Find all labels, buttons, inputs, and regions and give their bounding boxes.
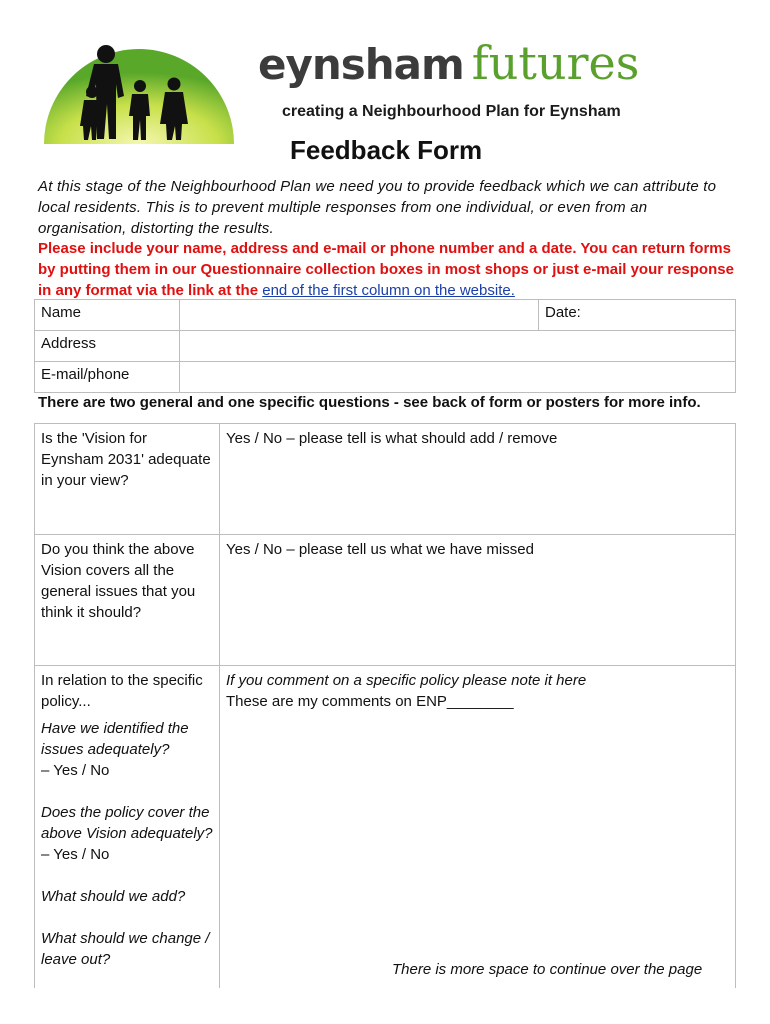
email-phone-label: E-mail/phone <box>35 362 180 393</box>
page-title: Feedback Form <box>290 135 483 165</box>
answer-1-field[interactable] <box>220 424 736 535</box>
answer-3-note: If you comment on a specific policy please note it here <box>226 672 587 689</box>
question-1: Is the 'Vision for Eynsham 2031' adequate in your view? <box>35 424 220 535</box>
question-3-sub-3: What should we add? <box>41 888 186 905</box>
question-3-sub-2: Does the policy cover the above Vision adequately? <box>41 804 213 842</box>
question-row <box>35 424 736 535</box>
logo <box>36 34 242 144</box>
question-3: In relation to the specific policy... <box>41 672 203 710</box>
answer-2-field[interactable] <box>220 535 736 666</box>
questions-intro: There are two general and one specific questions - see back of form or posters for more info. <box>38 394 701 411</box>
question-row <box>35 666 736 989</box>
question-3-sub-1: Have we identified the issues adequately? <box>41 720 189 758</box>
address-field[interactable] <box>180 331 736 362</box>
contact-details-table <box>34 299 736 393</box>
brand-name-part2: futures <box>471 36 640 90</box>
answer-3-prompt: These are my comments on ENP________ <box>226 693 514 710</box>
answer-2-prompt: Yes / No – please tell us what we have missed <box>226 541 534 558</box>
question-3-sub-1-answer: – Yes / No <box>41 762 110 779</box>
brand-logo <box>258 36 639 96</box>
date-label: Date: <box>545 304 581 321</box>
question-row <box>35 535 736 666</box>
questions-table <box>34 423 736 988</box>
question-3-cell <box>35 666 220 989</box>
question-2: Do you think the above Vision covers all the general issues that you think it should? <box>35 535 220 666</box>
continue-note: There is more space to continue over the page <box>392 961 703 978</box>
notice-text <box>38 238 738 301</box>
address-label: Address <box>35 331 180 362</box>
answer-3-field[interactable] <box>220 666 736 989</box>
intro-text: At this stage of the Neighbourhood Plan we need you to provide feedback which we can attribute to local residents. This is to prevent multiple responses from one individual, or even from an organisation, distorting the results. <box>38 178 717 237</box>
notice-body: Please include your name, address and e-mail or phone number and a date. You can return forms by putting them in our Questionnaire collection boxes in most shops or just e-mail your response in any format via the link at the <box>38 240 734 299</box>
family-silhouette-icon <box>36 34 242 144</box>
brand-name-part1: eynsham <box>258 40 464 89</box>
date-field[interactable] <box>539 300 736 331</box>
website-link[interactable]: end of the first column on the website. <box>262 282 515 299</box>
answer-1-prompt: Yes / No – please tell is what should add / remove <box>226 430 558 447</box>
name-field[interactable] <box>180 300 539 331</box>
tagline: creating a Neighbourhood Plan for Eynsham <box>282 103 621 120</box>
name-label: Name <box>35 300 180 331</box>
question-3-sub-4: What should we change / leave out? <box>41 930 210 968</box>
question-3-sub-2-answer: – Yes / No <box>41 846 110 863</box>
email-phone-field[interactable] <box>180 362 736 393</box>
